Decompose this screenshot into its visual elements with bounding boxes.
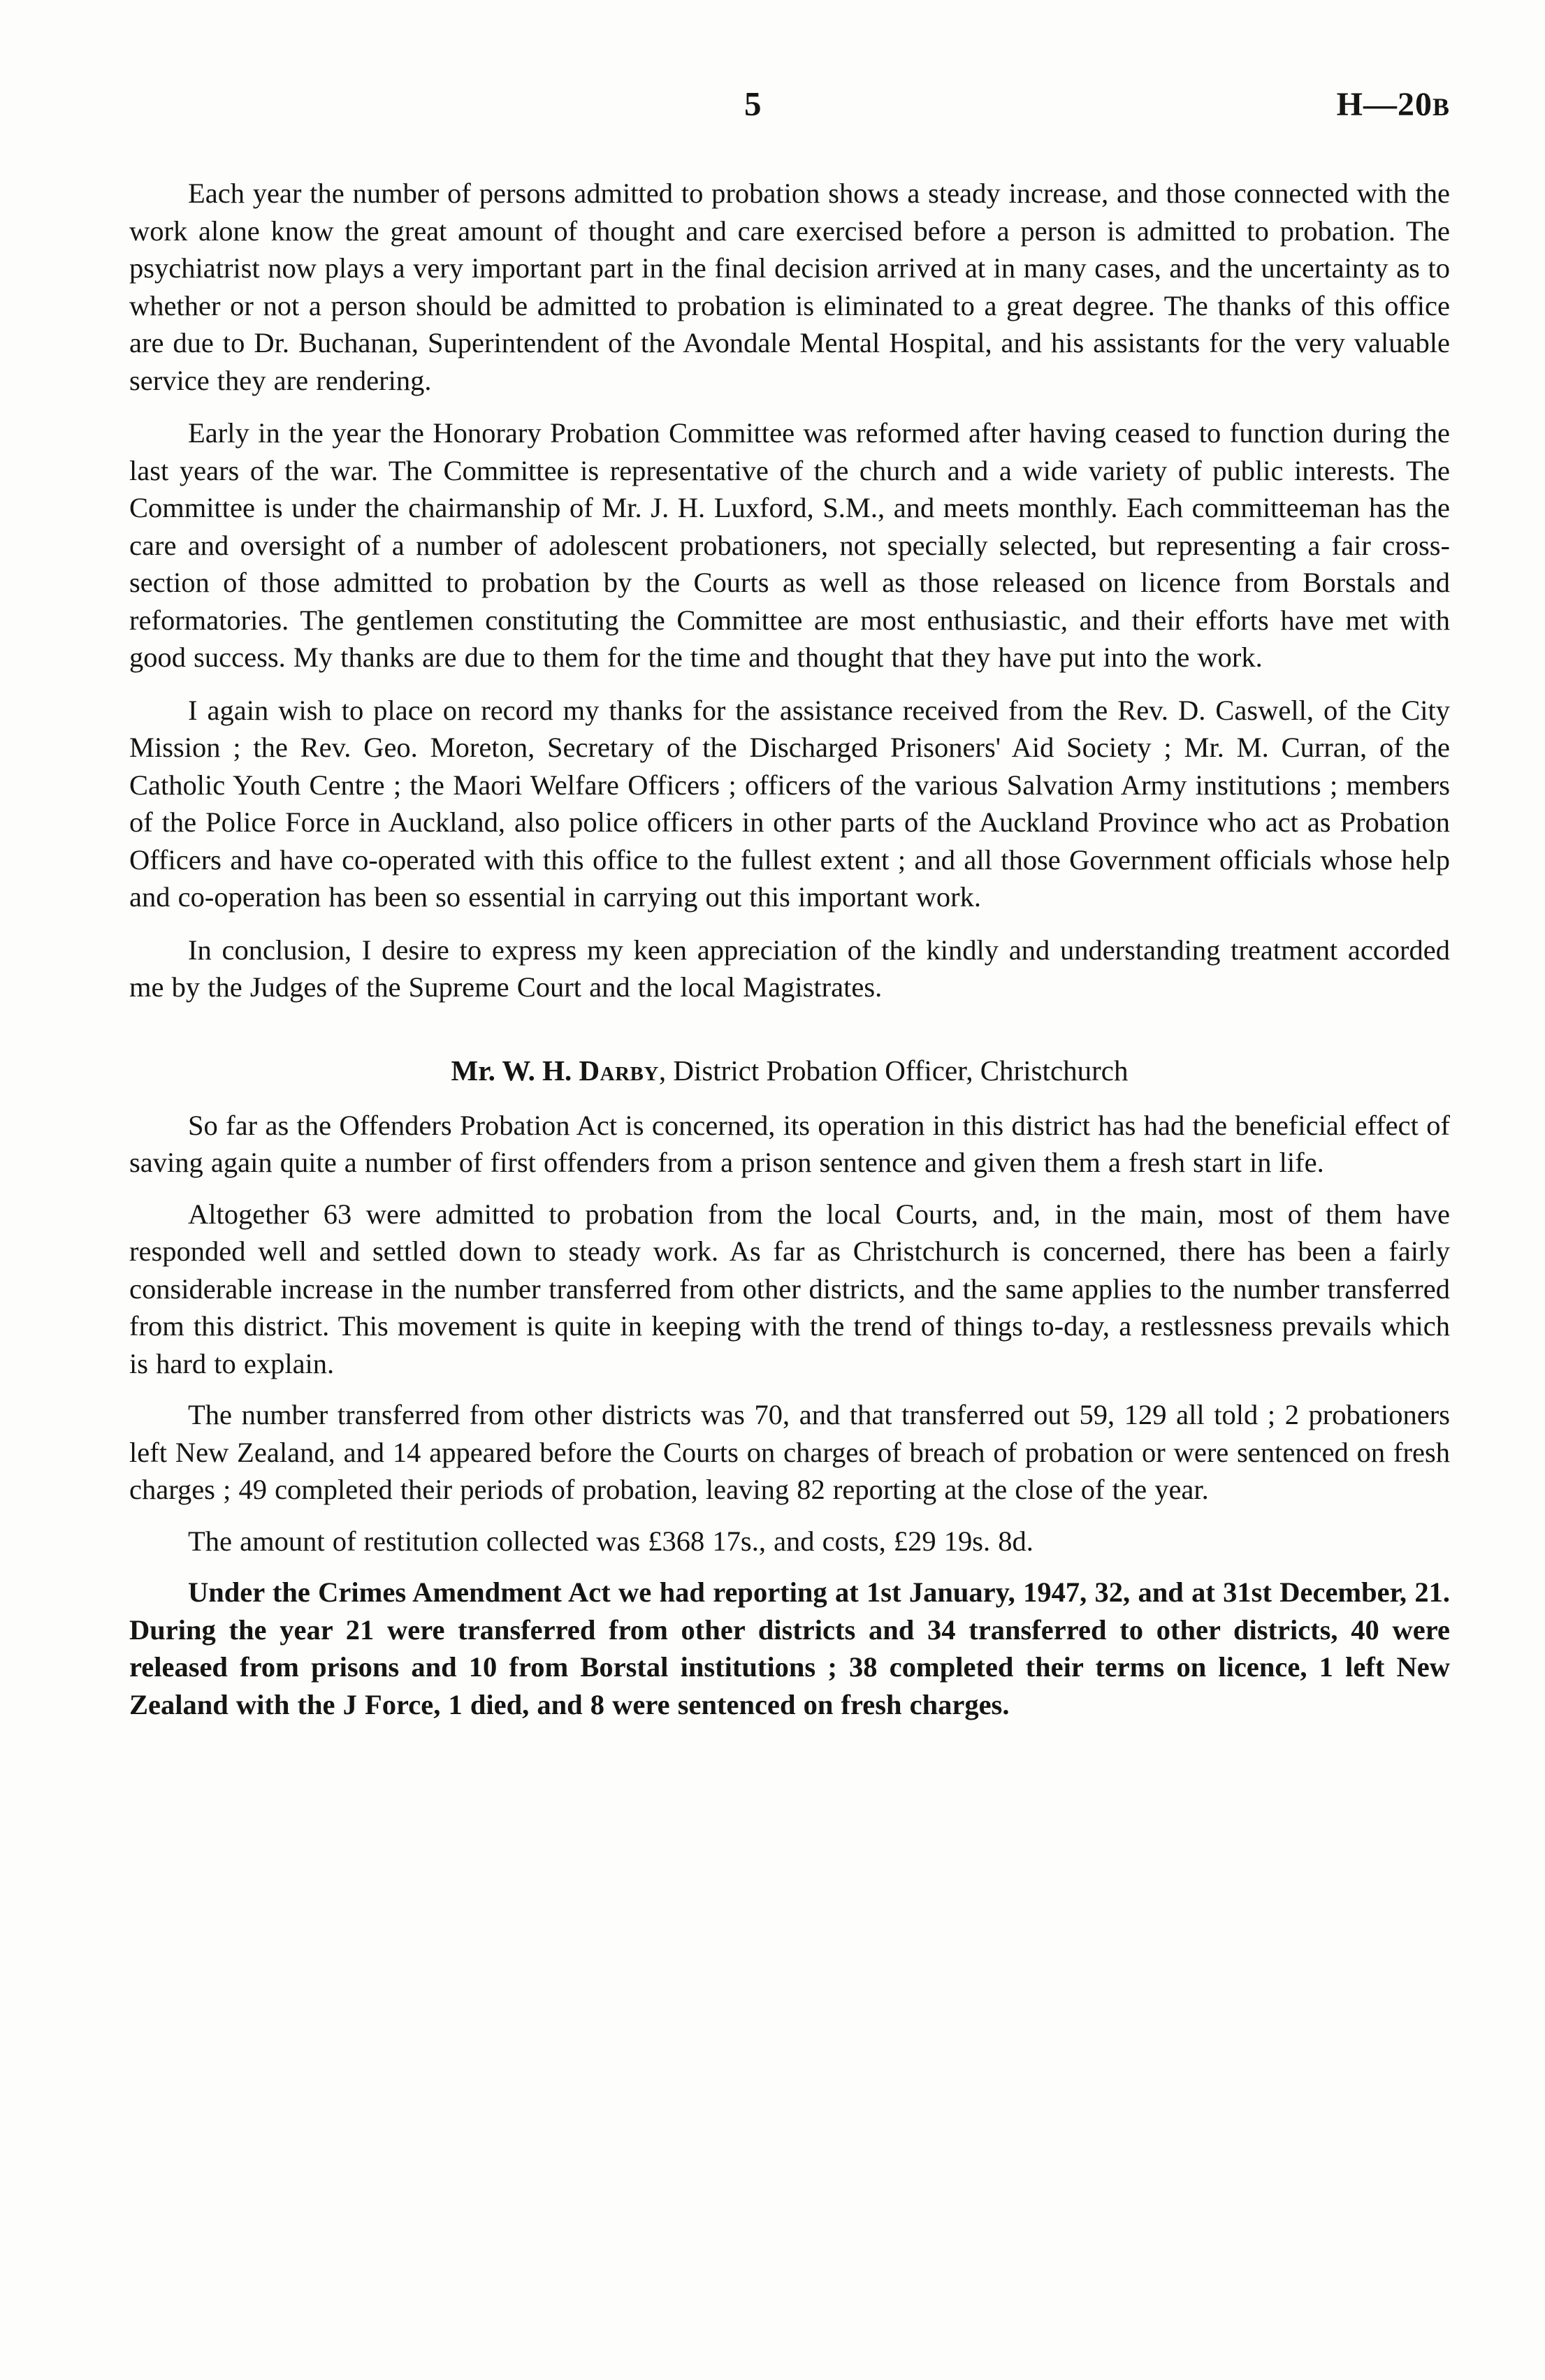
page-content: [129, 84, 1450, 1737]
paragraph: I again wish to place on record my thanks for the assistance received from the Rev. D. Caswell, of the City Mission ; the Rev. Geo. Moreton, Secretary of the Discharged Prisoners' Aid Society ; Mr. M. Curran, of the Catholic Youth Centre ; the Maori Welfare Officers ; officers of the various Salvation Army institutions ; members of the Police Force in Auckland, also police officers in other parts of the Auckland Province who act as Probation Officers and have co-operated with this office to the fullest extent ; and all those Government officials whose help and co-operation has been so essential in carrying out this important work.: [129, 694, 1450, 913]
paragraph: The number transferred from other districts was 70, and that transferred out 59, 129 all told ; 2 probationers left New Zealand, and 14 appeared before the Courts on charges of breach of probation or were sentenced on fresh charges ; 49 completed their periods of probation, leaving 82 reporting at the close of the year.: [129, 1399, 1450, 1505]
page-header: [129, 84, 1450, 151]
paragraph: So far as the Offenders Probation Act is concerned, its operation in this district has had the beneficial effect of saving again quite a number of first offenders from a prison sentence and given them a fresh start in life.: [129, 1109, 1450, 1178]
section-heading-suffix: , District Probation Officer, Christchurch: [658, 1054, 1129, 1087]
paragraph: In conclusion, I desire to express my keen appreciation of the kindly and understanding treatment accorded me by the Judges of the Supreme Court and the local Magistrates.: [129, 934, 1450, 1003]
paragraph: The amount of restitution collected was £368 17s., and costs, £29 19s. 8d.: [188, 1525, 1033, 1557]
paragraph: Early in the year the Honorary Probation Committee was reformed after having ceased to function during the last years of the war. The Committee is representative of the church and a wide variety of public interests. The Committee is under the chairmanship of Mr. J. H. Luxford, S.M., and meets monthly. Each committeeman has the care and oversight of a number of adolescent probationers, not specially selected, but representing a fair cross-section of those admitted to probation by the Courts as well as those released on licence from Borstals and reformatories. The gentlemen constituting the Committee are most enthusiastic, and their efforts have met with good success. My thanks are due to them for the time and thought that they have put into the work.: [129, 417, 1450, 673]
paragraph: Under the Crimes Amendment Act we had reporting at 1st January, 1947, 32, and at 31st December, 21. During the year 21 were transferred from other districts and 34 transferred to other districts, 40 were released from prisons and 10 from Borstal institutions ; 38 completed their terms on licence, 1 left New Zealand with the J Force, 1 died, and 8 were sentenced on fresh charges.: [129, 1576, 1450, 1720]
doc-id-sub: B: [1432, 93, 1450, 121]
paragraph: Each year the number of persons admitted to probation shows a steady increase, and those connected with the work alone know the great amount of thought and care exercised before a person is admitted to probation. The psychiatrist now plays a very important part in the final decision arrived at in many cases, and the uncertainty as to whether or not a person should be admitted to probation is eliminated to a great degree. The thanks of this office are due to Dr. Buchanan, Superintendent of the Avondale Mental Hospital, and his assistants for the very valuable service they are rendering.: [129, 177, 1450, 396]
section-heading-prefix: Mr. W. H.: [451, 1054, 579, 1087]
paragraph: Altogether 63 were admitted to probation from the local Courts, and, in the main, most of them have responded well and settled down to steady work. As far as Christchurch is concerned, there has been a fairly considerable increase in the number transferred from other districts, and the same applies to the number transferred from this district. This movement is quite in keeping with the trend of things to-day, a restlessness prevails which is hard to explain.: [129, 1198, 1450, 1379]
page-number: 5: [744, 85, 762, 123]
section-heading-name: Darby: [579, 1054, 659, 1087]
document-identifier: [1337, 85, 1450, 124]
doc-id-main: H—20: [1336, 86, 1432, 123]
section-heading: [129, 1052, 1450, 1089]
